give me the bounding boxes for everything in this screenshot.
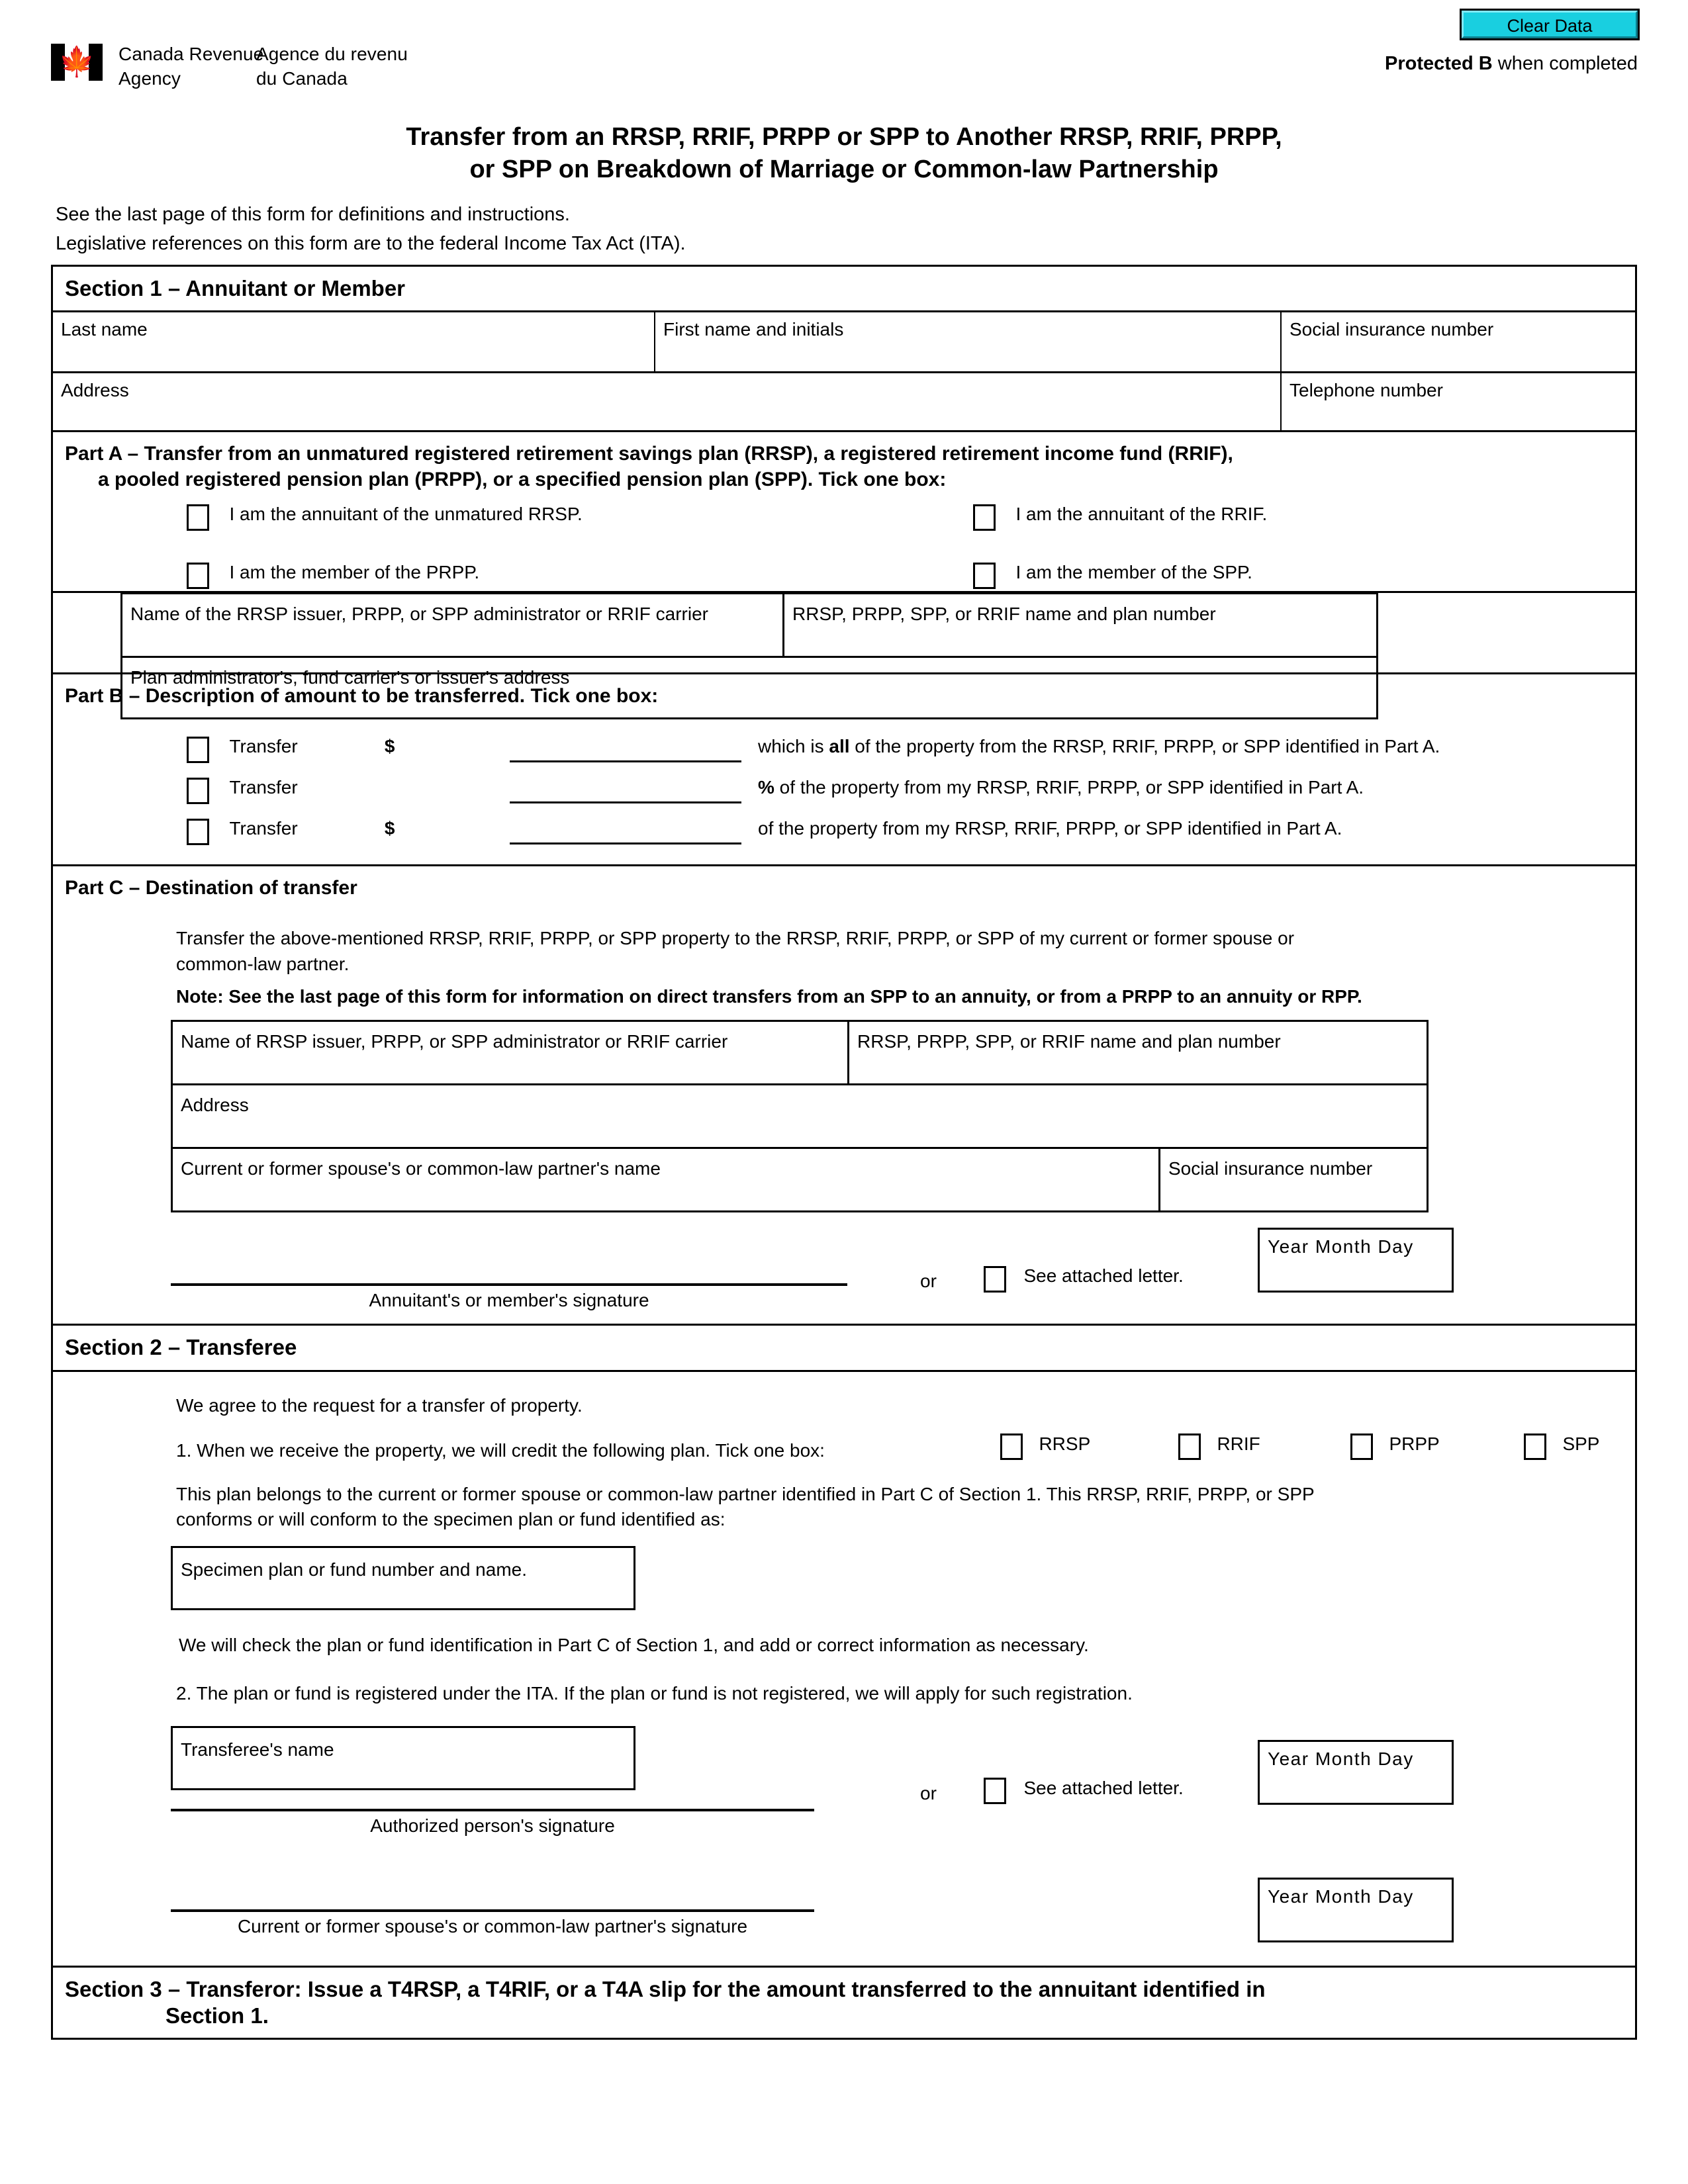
part-b-row-1-text [758, 775, 1364, 801]
authorized-signature-label: Authorized person's signature [370, 1815, 615, 1836]
part-a-plan-number-field[interactable] [784, 594, 1376, 656]
part-b [53, 674, 1635, 866]
transferee-name-label: Transferee's name [181, 1739, 334, 1760]
part-b-row-2-currency: $ [384, 818, 395, 839]
agency-name-french [256, 42, 408, 91]
protected-b-label [1385, 53, 1638, 75]
agency-name-english [118, 42, 264, 91]
transferee-name-field[interactable] [171, 1726, 635, 1790]
last-name-label: Last name [61, 319, 148, 340]
part-c-note: Note: See the last page of this form for information on direct transfers from an SPP to an annuity, or from a PRPP to an annuity or RPP. [176, 986, 1362, 1007]
part-c-plan-number-label: RRSP, PRPP, SPP, or RRIF name and plan number [857, 1031, 1281, 1052]
part-c-issuer-name-label: Name of RRSP issuer, PRPP, or SPP administrator or RRIF carrier [181, 1031, 728, 1052]
part-a-option-3-row [973, 560, 1252, 589]
section-1-header-band [53, 267, 1635, 312]
part-c-date-field[interactable] [1258, 1228, 1454, 1293]
section-2-attached-letter-label: See attached letter. [1023, 1777, 1184, 1798]
authorized-signature-line[interactable] [171, 1809, 814, 1811]
part-a-option-0-row [187, 502, 583, 531]
section-1-heading: Section 1 – Annuitant or Member [65, 276, 406, 300]
page-title-line1: Transfer from an RRSP, RRIF, PRPP or SPP to Another RRSP, RRIF, PRPP, [406, 123, 1282, 151]
part-b-row-1-label: Transfer [229, 777, 298, 798]
section-2-spouse-date-label: Year Month Day [1268, 1886, 1414, 1907]
part-a-checkbox-prpp-member[interactable] [187, 563, 209, 589]
canada-flag-icon: 🍁 [51, 44, 103, 81]
section-2-plan-option-2 [1350, 1432, 1440, 1461]
part-b-heading: Part B – Description of amount to be transferred. Tick one box: [65, 685, 659, 707]
section-3-heading-line1: Section 3 – Transferor: Issue a T4RSP, a T4RIF, or a T4A slip for the amount transferred to the annuitant identified in [65, 1976, 1266, 2001]
part-c-attached-letter-label: See attached letter. [1023, 1265, 1184, 1287]
section-2-belongs-text [176, 1482, 1566, 1533]
part-a-table-band [53, 593, 1635, 688]
part-c-spouse-sin-label: Social insurance number [1168, 1158, 1373, 1179]
part-b-row-1-text-post: of the property from my RRSP, RRIF, PRPP, or SPP identified in Part A. [774, 777, 1364, 798]
spouse-signature-label: Current or former spouse's or common-law partner's signature [237, 1915, 748, 1936]
part-a-checkbox-rrif-annuitant[interactable] [973, 504, 996, 531]
section-2-plan-option-1-label: RRIF [1217, 1433, 1260, 1454]
part-a-heading-line2: a pooled registered pension plan (PRPP), or a specified pension plan (SPP). Tick one box: [98, 469, 947, 491]
part-a-issuer-name-field[interactable] [122, 594, 784, 656]
section-2-spouse-date-field[interactable] [1258, 1878, 1454, 1942]
part-a-issuer-name-label: Name of the RRSP issuer, PRPP, or SPP administrator or RRIF carrier [130, 604, 708, 625]
section-2-belongs-line1: This plan belongs to the current or former spouse or common-law partner identified in Part C of Section 1. This RRSP, RRIF, PRPP, or SPP [176, 1483, 1315, 1504]
spouse-signature-line[interactable] [171, 1909, 814, 1912]
section-2-plan-option-0-label: RRSP [1039, 1433, 1091, 1454]
agency-en-line1: Canada Revenue [118, 44, 264, 64]
section-2-checkbox-attached-letter[interactable] [984, 1778, 1006, 1804]
part-c-heading: Part C – Destination of transfer [65, 877, 357, 899]
section-2-plan-option-0 [1000, 1432, 1090, 1461]
section-2-authorized-date-label: Year Month Day [1268, 1748, 1414, 1769]
part-a-option-0-label: I am the annuitant of the unmatured RRSP. [229, 504, 583, 525]
section-2-authorized-date-field[interactable] [1258, 1740, 1454, 1805]
part-b-row-2-label: Transfer [229, 818, 298, 839]
part-a-option-2-row [187, 560, 479, 589]
section-2-item2-text: 2. The plan or fund is registered under the ITA. If the plan or fund is not registered, we will apply for such registration. [176, 1682, 1133, 1704]
part-a [53, 432, 1635, 593]
part-b-row-0-text-post: of the property from the RRSP, RRIF, PRPP, or SPP identified in Part A. [849, 736, 1440, 757]
part-a-heading-line1: Part A – Transfer from an unmatured registered retirement savings plan (RRSP), a registered retirement income fund (RRIF), [65, 443, 1233, 465]
telephone-label: Telephone number [1289, 380, 1443, 401]
part-b-row-0-text-pre: which is [758, 736, 829, 757]
identity-row-address [53, 373, 1635, 432]
part-b-row-0-text [758, 734, 1440, 760]
protected-b-suffix: when completed [1492, 53, 1638, 74]
part-b-checkbox-partial-amount[interactable] [187, 819, 209, 845]
part-a-option-2-label: I am the member of the PRPP. [229, 562, 480, 583]
part-a-checkbox-rrsp-annuitant[interactable] [187, 504, 209, 531]
section-2-attached-letter-row [984, 1776, 1184, 1805]
identity-row-names [53, 312, 1635, 373]
part-a-checkbox-spp-member[interactable] [973, 563, 996, 589]
part-a-plan-number-label: RRSP, PRPP, SPP, or RRIF name and plan number [792, 604, 1216, 625]
section-2-plan-option-2-label: PRPP [1389, 1433, 1440, 1454]
section-2-checkbox-spp[interactable] [1524, 1433, 1546, 1460]
page-title [0, 121, 1688, 187]
form-body [51, 265, 1637, 2040]
part-b-row-1-input[interactable] [510, 801, 741, 803]
section-2-plan-option-1 [1178, 1432, 1260, 1461]
page-header [0, 0, 1688, 113]
agency-en-line2: Agency [118, 68, 181, 89]
first-name-label: First name and initials [663, 319, 844, 340]
part-b-checkbox-percent[interactable] [187, 778, 209, 804]
part-c-plan-number-field[interactable] [849, 1022, 1427, 1083]
section-2-plan-option-3 [1524, 1432, 1599, 1461]
clear-data-button[interactable]: Clear Data [1462, 11, 1638, 38]
section-2-checkbox-prpp[interactable] [1350, 1433, 1373, 1460]
part-c-spouse-name-field[interactable] [173, 1149, 1160, 1210]
part-a-option-1-label: I am the annuitant of the RRIF. [1015, 504, 1268, 525]
annuitant-signature-line[interactable] [171, 1283, 847, 1286]
part-c [53, 866, 1635, 1326]
section-2-item1-text: 1. When we receive the property, we will credit the following plan. Tick one box: [176, 1439, 825, 1461]
sin-field[interactable] [1282, 312, 1635, 371]
part-c-date-label: Year Month Day [1268, 1236, 1414, 1257]
part-c-attached-letter-row [984, 1263, 1184, 1293]
part-c-paragraph-line1: Transfer the above-mentioned RRSP, RRIF, PRPP, or SPP property to the RRSP, RRIF, PRPP, or SPP of my current or former spouse or [176, 928, 1295, 949]
part-c-spouse-sin-field[interactable] [1160, 1149, 1427, 1210]
part-b-row-2-text: of the property from my RRSP, RRIF, PRPP, or SPP identified in Part A. [758, 818, 1342, 839]
last-name-field[interactable] [53, 312, 655, 371]
intro-line2: Legislative references on this form are to the federal Income Tax Act (ITA). [56, 232, 686, 254]
protected-b-bold: Protected B [1384, 53, 1493, 74]
specimen-plan-label: Specimen plan or fund number and name. [181, 1559, 527, 1580]
part-c-checkbox-attached-letter[interactable] [984, 1266, 1006, 1293]
specimen-plan-field[interactable] [171, 1546, 635, 1610]
intro-text [56, 201, 686, 258]
part-b-row-0-input[interactable] [510, 760, 741, 762]
section-2-belongs-line2: conforms or will conform to the specimen plan or fund identified as: [176, 1509, 726, 1530]
section-2-heading: Section 2 – Transferee [65, 1335, 297, 1360]
part-a-option-3-label: I am the member of the SPP. [1015, 562, 1252, 583]
part-b-row-2-input[interactable] [510, 842, 741, 844]
section-2-checkbox-rrif[interactable] [1178, 1433, 1201, 1460]
annuitant-signature-label: Annuitant's or member's signature [369, 1290, 649, 1311]
part-a-heading [53, 432, 1635, 492]
clear-data-wrapper [1462, 11, 1638, 38]
intro-line1: See the last page of this form for definitions and instructions. [56, 204, 570, 225]
address-field[interactable] [53, 373, 1282, 430]
page-title-line2: or SPP on Breakdown of Marriage or Common-law Partnership [469, 156, 1219, 184]
section-3-heading-line2: Section 1. [165, 2003, 269, 2028]
part-b-row-1 [187, 775, 381, 804]
telephone-field[interactable] [1282, 373, 1635, 430]
part-b-row-0-text-bold: all [829, 736, 850, 757]
section-2-body [53, 1372, 1635, 1968]
section-3-header-band [53, 1968, 1635, 2038]
part-c-address-field[interactable] [173, 1085, 1427, 1147]
part-c-paragraph-line2: common-law partner. [176, 953, 350, 974]
part-a-admin-address-label: Plan administrator's, fund carrier's or issuer's address [130, 667, 570, 688]
part-b-row-0 [187, 734, 395, 763]
part-a-option-1-row [973, 502, 1267, 531]
section-2-plan-option-3-label: SPP [1562, 1433, 1600, 1454]
part-b-row-0-label: Transfer [229, 736, 298, 757]
agency-fr-line1: Agence du revenu [256, 44, 408, 64]
part-c-issuer-name-field[interactable] [173, 1022, 849, 1083]
cra-logo [51, 42, 408, 91]
agency-fr-line2: du Canada [256, 68, 348, 89]
section-2-agree-text: We agree to the request for a transfer of property. [176, 1394, 583, 1416]
section-3-heading [53, 1968, 1635, 2038]
part-b-checkbox-all-amount[interactable] [187, 737, 209, 763]
section-2-header-band [53, 1326, 1635, 1371]
section-2-checkbox-rrsp[interactable] [1000, 1433, 1023, 1460]
part-c-plan-table [171, 1020, 1429, 1212]
part-c-address-label: Address [181, 1095, 249, 1116]
part-c-spouse-name-label: Current or former spouse's or common-law partner's name [181, 1158, 661, 1179]
address-label: Address [61, 380, 129, 401]
first-name-field[interactable] [655, 312, 1282, 371]
section-2-check-text: We will check the plan or fund identification in Part C of Section 1, and add or correct information as necessary. [179, 1634, 1089, 1655]
part-b-row-2 [187, 816, 395, 845]
part-b-row-1-currency: % [758, 777, 774, 798]
sin-label: Social insurance number [1289, 319, 1494, 340]
part-c-paragraph [176, 926, 1566, 977]
part-b-row-0-currency: $ [384, 736, 395, 757]
part-c-or-label: or [920, 1271, 937, 1292]
section-2-or-label: or [920, 1782, 937, 1803]
